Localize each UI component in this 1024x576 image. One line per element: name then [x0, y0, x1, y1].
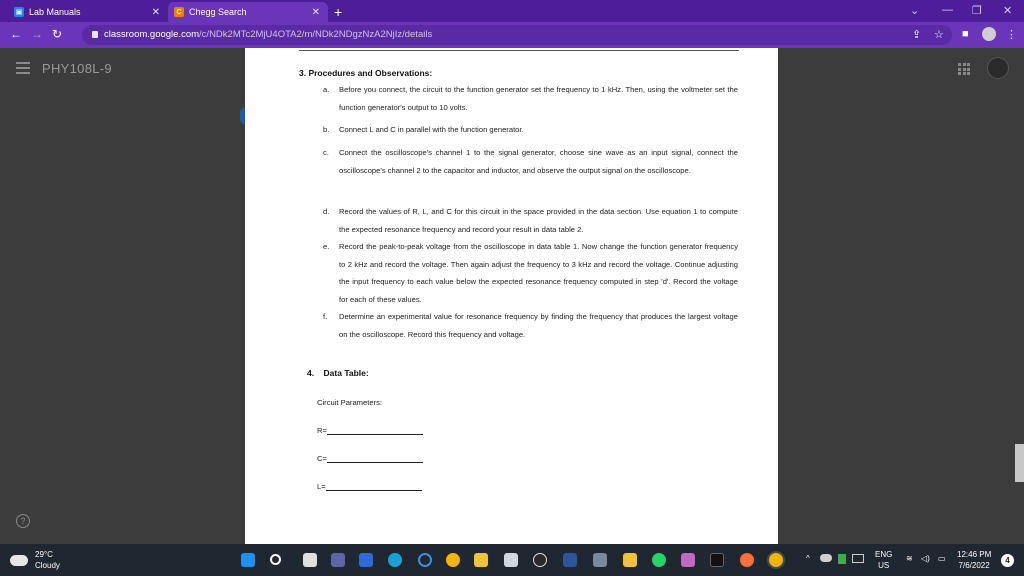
word-icon[interactable] — [563, 553, 577, 567]
cloud-icon — [10, 555, 28, 566]
cortana-icon[interactable] — [418, 553, 432, 567]
procedure-step: f. Determine an experimental value for resonance frequency by finding the frequency that produces the largest voltage on the oscilloscope. Record this frequency and voltage. — [323, 312, 738, 339]
close-tab-icon[interactable]: ✕ — [311, 6, 320, 18]
tab-chegg-search[interactable] — [168, 2, 328, 22]
whatsapp-icon[interactable] — [652, 553, 666, 567]
classroom-icon: ▣ — [15, 9, 23, 16]
extension-icon[interactable]: ■ — [962, 28, 969, 40]
google-apps-icon[interactable] — [958, 63, 970, 75]
profile-avatar[interactable] — [982, 27, 996, 41]
volume-icon[interactable]: ◁) — [921, 554, 930, 563]
document-page — [245, 48, 778, 544]
bookmark-star-icon[interactable]: ☆ — [934, 29, 944, 41]
main-menu-icon[interactable] — [16, 62, 30, 74]
weather-temp: 29°C — [35, 550, 53, 559]
address-bar[interactable] — [82, 25, 952, 45]
chrome-icon[interactable] — [446, 553, 460, 567]
teams-chat-icon[interactable] — [331, 553, 345, 567]
photos-icon[interactable] — [681, 553, 695, 567]
wifi-icon[interactable]: ≋ — [906, 554, 913, 563]
edge-icon[interactable] — [388, 553, 402, 567]
chegg-icon: C — [174, 7, 184, 17]
search-icon[interactable] — [270, 554, 281, 565]
firefox-icon[interactable] — [740, 553, 754, 567]
divider — [299, 50, 739, 51]
windows-start-icon[interactable] — [241, 553, 255, 567]
param-c: C= — [317, 454, 423, 463]
tiktok-icon[interactable] — [710, 553, 724, 567]
minimize-button[interactable]: — — [942, 4, 953, 16]
procedure-step: a. Before you connect, the circuit to the function generator set the frequency to 1 kHz. Then, using the voltmeter set the function generator's output to 10 volts. — [323, 85, 738, 112]
task-view-icon[interactable] — [303, 553, 317, 567]
param-l: L= — [317, 482, 422, 491]
circuit-parameters-label: Circuit Parameters: — [317, 398, 382, 407]
section-heading: 3. Procedures and Observations: — [299, 68, 433, 78]
browser-tab-strip — [0, 0, 1024, 22]
battery-icon[interactable]: ▭ — [938, 554, 946, 563]
course-title[interactable]: PHY108L-9 — [42, 61, 112, 76]
close-tab-icon[interactable]: ✕ — [151, 6, 160, 18]
widgets-icon[interactable] — [359, 553, 373, 567]
procedure-step: c. Connect the oscilloscope's channel 1 to the signal generator, choose sine wave as an input signal, connect the oscilloscope's channel 2 to the capacitor and inductor, and observe the output signal on the oscilloscope. — [323, 148, 738, 175]
tray-app-icon[interactable] — [838, 554, 846, 564]
taskbar — [0, 544, 1024, 576]
share-icon[interactable]: ⇪ — [912, 29, 922, 41]
blank-line — [327, 455, 423, 463]
browser-toolbar — [0, 22, 1024, 48]
back-button[interactable]: ← — [10, 27, 22, 41]
section-heading: 4. Data Table: — [307, 368, 369, 378]
weather-desc: Cloudy — [35, 561, 60, 570]
procedure-step: d. Record the values of R, L, and C for this circuit in the space provided in the data section. Use equation 1 to compute the expected resonance frequency and record your result in data table 2. — [323, 207, 738, 234]
tab-title: Lab Manuals — [29, 7, 81, 17]
close-window-button[interactable]: ✕ — [1003, 5, 1013, 17]
language-indicator[interactable]: ENG US — [875, 550, 893, 570]
procedure-step: e. Record the peak-to-peak voltage from the oscilloscope in data table 1. Now change the function generator frequency to 2 kHz and record the voltage. Then again adjust the frequency to 3 kHz and record the voltage. Continue adjusting the input frequency to each value below the expected resonance frequency computed in step 'd'. Record the voltage for each of these values. — [323, 242, 738, 304]
browser-menu-icon[interactable]: ⋮ — [1006, 29, 1017, 41]
tab-lab-manuals[interactable] — [8, 2, 168, 22]
notification-badge[interactable]: 4 — [1001, 554, 1014, 567]
tab-title: Chegg Search — [189, 7, 247, 17]
account-avatar[interactable] — [987, 57, 1009, 79]
tray-overflow-icon[interactable]: ^ — [806, 554, 810, 563]
blank-line — [326, 483, 422, 491]
file-explorer-icon[interactable] — [474, 553, 488, 567]
weather-widget[interactable] — [10, 549, 60, 571]
new-tab-button[interactable]: + — [334, 4, 343, 20]
help-icon[interactable]: ? — [16, 514, 30, 528]
forward-button[interactable]: → — [31, 27, 43, 41]
lock-icon — [92, 31, 98, 38]
tab-search-icon[interactable]: ⌄ — [910, 5, 920, 17]
url-text: classroom.google.com/c/NDk2MTc2MjU4OTA2/m/NDk2NDgzNzA2NjIz/details — [104, 29, 433, 40]
onedrive-icon[interactable] — [820, 554, 832, 562]
dell-icon[interactable] — [533, 553, 547, 567]
scrollbar-thumb[interactable] — [1015, 444, 1024, 482]
keyboard-icon[interactable] — [852, 554, 864, 563]
blank-line — [327, 427, 423, 435]
store-icon[interactable] — [623, 553, 637, 567]
procedure-step: b. Connect L and C in parallel with the function generator. — [323, 125, 524, 134]
restore-button[interactable]: ❐ — [972, 5, 982, 17]
camera-icon[interactable] — [504, 553, 518, 567]
reload-button[interactable]: ↻ — [52, 27, 63, 41]
calculator-icon[interactable] — [593, 553, 607, 567]
param-r: R= — [317, 426, 423, 435]
clock[interactable]: 12:46 PM 7/6/2022 — [957, 550, 992, 570]
chrome-active-icon[interactable] — [769, 553, 783, 567]
